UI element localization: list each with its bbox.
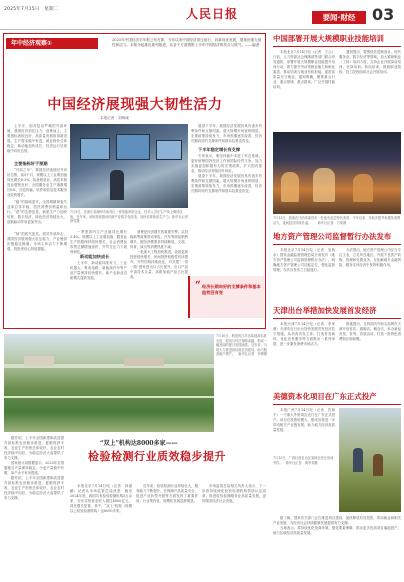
section-label: 要闻·财经 [312, 11, 366, 24]
story3-text-b: 措施提出，支持国内外知名品牌在天津开设首店、旗舰店、概念店，举办新品首发、首秀、首展活动，打造一批特色消费街区和商圈。 [339, 322, 401, 341]
story4-text-a: 本报广州7月14日电（记者 贺林平）一个重大外资项目近日在广东正式投产。项目总投资规模大，建成后将进一步带动相关产业链发展，助力地方经济高质量发展。 [273, 408, 335, 432]
pull-quote: 经济长期向好的支撑条件和基本趋势没有变 [202, 284, 261, 295]
factory-photo-caption: 7月9日，在浙江省湖州市南浔区一家智能制造企业，技术人员在生产线上调试设备。近年来，该地持续推动传统产业数字化改造，加快培育新质生产力。新华社记者 徐昱摄 [70, 210, 192, 224]
lead-text-col2: 一季度国内生产总值同比增长5.4%，规模以上工业增加值、服务业生产指数保持较快增长，社会消费品零售总额增速加快，外贸在压力下展现韧性。 [70, 230, 127, 254]
inspection-text-b: 近年来，检验检测行业持续壮大，服务能力不断提升，在保障产品质量安全、促进产业转型升级等方面发挥了重要作用。行业集约化、规模化发展趋势明显。 [136, 484, 198, 503]
bottom-text-col1: 据介绍，上半年全国新建和改造提升高标准农田稳步推进，夏粮再获丰收，农业生产形势总体较好，农业农村经济稳中向好，为稳定经济大盘提供了有力支撑。 国家统计局数据显示，2025年全国夏粮总产量保持稳定，小麦产量稳中有增，单产水平有所提高。 据介绍，上半年全国新建和改造提升高标准农田稳步推进，夏粮再获丰收，农业生产形势总体较好，农业农村经济稳中向好，为稳定经济大盘提供了有力支撑。 [4, 436, 64, 500]
lead-text-col4-top: 展望下半年，我国经济发展仍具有诸多有利条件和支撑因素。超大规模市场优势明显，宏观政策持续发力，市场预期逐步改善，经济长期向好的支撑条件和基本趋势没有变。 [191, 124, 262, 143]
inspection-headline-block [70, 436, 266, 482]
page-number: 03 [372, 5, 395, 24]
story2-text-a: 本报北京7月14日电（记者 吴秋余）国家金融监督管理总局日前发布《地方资产管理公司监督管理暂行办法》，明确地方资产管理公司功能定位，强化监督管理。办法自发布之日起施行。 [273, 248, 335, 272]
factory-photo [70, 124, 188, 208]
night-market-caption: 7月13日，游客在江西省南昌市一处夜市品尝特色美食。今年以来，各地多措并举激发消费活力，夜间经济持续升温。 新华社记者 万象摄 [273, 216, 401, 225]
newspaper-logo: 人民日报 [186, 7, 239, 21]
lead-subhead-2: 新动能加快成长 [80, 254, 110, 259]
story4-headline: 美德资本化项目在广东正式投产 [273, 392, 377, 401]
lead-text-col1d: “韧”的底气更足。面对外部冲击，我国经济展现强大抗压能力，产业链供应链稳定畅通，市场主体活力不断增强，投资者信心持续提振。 [7, 232, 67, 251]
lead-text-col1b: “开局之年”，我国经济延续回升向好态势。前5个月，规模以上工业增加值同比增长6.3%，装备制造业、高技术制造业增势良好；全国服务业生产指数增长6%，信息传输、软件和信息技术服务业较快增长。 [7, 168, 67, 197]
farmers-photo [339, 408, 401, 512]
inspection-text-a: 本报北京7月14日电（记者 林丽鹂）记者从市场监管总局获悉：截至2024年底，我国共有检验检测机构5万余家，全年实现营业收入超过4800亿元，同比增长显著。其中，“双上”机构（规模以上检验检测机构）达8000多家。 [70, 484, 132, 513]
issue-date: 2025年7月15日 星期二 [4, 7, 59, 12]
story2-rule [273, 244, 401, 245]
bottom-right-text: 据了解，国家有关部门正在推进项目建设，加快释放有效投资，带动就业和相关产业发展，为经济社会持续健康发展提供有力支撑。 当地表示，将持续优化营商环境，强化要素保障，推动更多优质项目落地投产，助力区域经济高质量发展。 [273, 516, 401, 535]
lead-headline: 中国经济展现强大韧性活力 [47, 97, 223, 113]
inspection-text-c: 市场监管总局相关负责人表示，下一步将持续深化检验检测机构资质认定改革，推进检验检测服务业高质量发展，更好服务经济社会发展。 [202, 484, 266, 503]
inspection-headline: 检验检测行业质效稳步提升 [88, 450, 226, 463]
story2-text-b: 办法提出，地方资产管理公司应当专注主业，立足所在地区，开展不良资产收购、管理和处置业务，在化解地方金融风险、服务实体经济中发挥积极作用。 [339, 248, 401, 267]
story1-headline: 中国部署开展大规模职业技能培训 [273, 34, 384, 43]
inspection-subhead: “双上”机构达8000多家—— [100, 440, 178, 447]
lead-text-col4: 专家表示，要坚持稳中求进工作总基调，更好统筹国内经济工作和国际经贸斗争，加力实施更加积极有为的宏观政策，扩大国内需求，推动经济持续回升向好。 展望下半年，我国经济发展仍具有诸多有利条件和支撑因素。超大规模市场优势明显，宏观政策持续发力，市场预期逐步改善，经济长期向好的支撑条件和基本趋势没有变。 [191, 154, 262, 193]
story1-text-b: 通知提出，要围绕先进制造业、现代服务业、数字经济等领域，加大紧缺职业（工种）培训力度。支持企业开展岗前培训、在岗培训、转岗培训，鼓励职业院校、技工院校面向社会开展培训。 [339, 50, 401, 74]
lead-text-col3: 消费是经济增长的重要引擎。以旧换新等政策带动家电、汽车等商品销售增长，服务消费需求持续释放，文旅、体育、演出等消费热度不减。 一批重大工程加快推进，设备更新投资较快增长，民间投资积极性有所提升。外贸结构持续优化，对共建“一带一路”国家进出口占比提升，出口产品中高技术含量、高附加值产品占比提高。 [130, 230, 188, 279]
story2-headline: 地方资产管理公司监督暂行办法发布 [273, 232, 392, 241]
lead-text-col2b: 上半年，新动能持续发力，工业机器人、集成电路、新能源汽车等产品产量保持较快增长，新产业新业态新模式蓬勃发展。 [70, 261, 127, 280]
story3-rule [273, 318, 401, 319]
story1-rule [273, 46, 401, 47]
story3-headline: 天津出台举措加快发展首发经济 [273, 306, 377, 315]
editor-intro: 2025年中国经济半年报公布在即，今年以来中国经济顶压前行、向新向优发展，展现出强大韧性和活力。本报今起推出系列报道，从各个方面观察上半年中国经济的亮点与底气。——编者 [112, 38, 262, 48]
pull-quote-box: “ 经济长期向好的支撑条件和基本趋势没有变 [188, 276, 264, 318]
column-tag: 年中经济观察① [6, 38, 98, 49]
lead-byline: 本报记者 刘海诚 [100, 116, 129, 120]
farmland-caption: 7月10日，航拍的江苏省某地高标准农田，稻田与村庄相映成趣，构成一幅美丽的夏日田园画卷。近年来，当地大力推进高标准农田建设，助力粮食稳产增产。 新华社记者 李博摄 [216, 334, 267, 357]
farmers-photo-caption: 7月13日，广西壮族自治区某地农民在田间劳作。 新华社记者 黄孝邦摄 [273, 456, 334, 465]
lead-subhead-3: 下半年稳定增长有支撑 [198, 147, 240, 152]
lead-text-col1c: “稳”的基础更牢。全国城镇调查失业率总体平稳，居民消费价格温和运行。“进”的态势更显，新质生产力加快培育，数字经济、绿色经济持续壮大，创新驱动作用更加突出。 [7, 200, 67, 224]
lead-text-col1: 上半年，面对复杂严峻的外部环境，我国经济顶住压力、迎难而上，主要指标表现良好，高质量发展取得新进展。生产需求稳中有进，就业物价总体稳定，新动能加快成长，经济运行呈现稳中向好态势。 [7, 124, 67, 153]
farmland-photo [4, 334, 214, 432]
lead-subhead-1: 主要指标好于预期 [14, 161, 48, 166]
story3-text-a: 本报天津7月14日电（记者 李家鼎）天津市近日出台加快发展首发经济若干措施，从培育首发主体、打造首发载体、优化首发服务等方面推出一系列举措，进一步激发消费市场活力。 [273, 322, 335, 346]
story4-rule [273, 404, 401, 405]
night-market-photo [273, 132, 401, 214]
story1-text-a: 本报北京7月14日电（记者 王云）日前，人力资源社会保障部等部门联合印发通知，部署开展大规模职业技能提升培训行动，着力提升劳动者就业能力和职业素质，推动培训与就业有机衔接，促进高质量充分就业。通知明确，聚焦重点行业、重点领域、重点群体，广泛开展技能培训。 [273, 50, 335, 89]
